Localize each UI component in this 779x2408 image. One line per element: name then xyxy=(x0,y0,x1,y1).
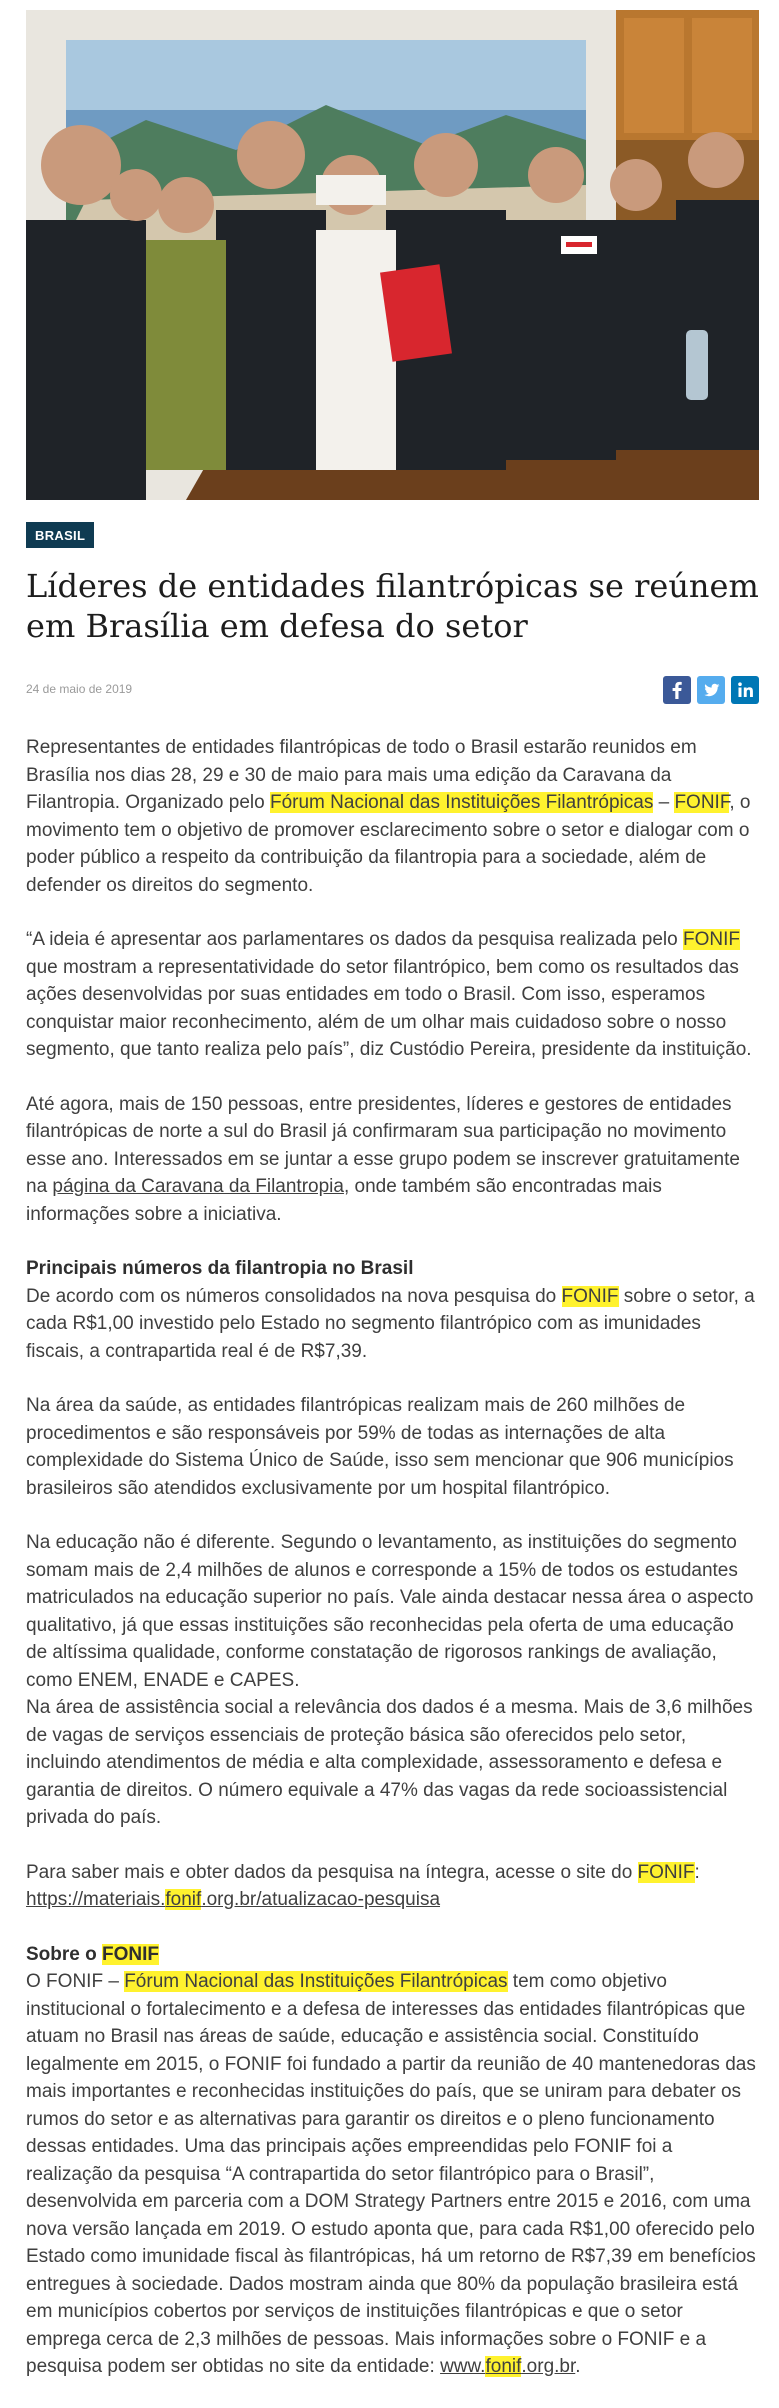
section-heading-about xyxy=(26,1941,759,1969)
highlighted-text: FONIF xyxy=(102,1943,160,1965)
paragraph-more-info xyxy=(26,1859,759,1914)
article-body xyxy=(26,734,759,2381)
text-span: que mostram a representatividade do setor filantrópico, bem como os resultados das ações desenvolvidas por suas entidades em todo o Brasil. Com isso, esperamos conquistar maior reconhecimento, além de um olhar mais cuidadoso sobre o nosso segmento, que tanto realiza pelo país”, diz Custódio Pereira, presidente da instituição. xyxy=(26,956,752,1060)
link-text: .org.br/atualizacao-pesquisa xyxy=(201,1889,441,1910)
highlighted-text: Fórum Nacional das Instituições Filantrópicas xyxy=(124,1971,508,1992)
research-link[interactable] xyxy=(26,1889,440,1910)
paragraph-participation xyxy=(26,1091,759,1229)
text-span: Representantes de entidades filantrópicas de todo o Brasil estarão reunidos em Brasília nos dias 28, 29 e 30 de maio para mais uma edição da Caravana da Filantropia. Organizado pelo xyxy=(26,737,697,813)
paragraph-quote xyxy=(26,926,759,1064)
paragraph-intro xyxy=(26,734,759,899)
text-span: Sobre o xyxy=(26,1943,103,1965)
caravana-page-link[interactable]: página da Caravana da Filantropia xyxy=(52,1176,344,1197)
highlighted-text: Fórum Nacional das Instituições Filantrópicas xyxy=(269,792,654,813)
article-photo-illustration xyxy=(26,10,759,500)
text-span: , o movimento tem o objetivo de promover esclarecimento sobre o setor e dialogar com o poder público a respeito da contribuição da filantropia para a sociedade, além de defender os direitos do segmento. xyxy=(26,792,751,896)
link-text: www. xyxy=(440,2356,486,2377)
highlighted-text: fonif xyxy=(485,2356,522,2377)
share-buttons xyxy=(663,676,759,704)
text-span: . xyxy=(575,2356,581,2377)
paragraph-health: Na área da saúde, as entidades filantrópicas realizam mais de 260 milhões de procedimentos e são responsáveis por 59% de todas as internações de alta complexidade do Sistema Único de Saúde, isso sem mencionar que 906 municípios brasileiros são atendidos exclusivamente por um hospital filantrópico. xyxy=(26,1395,734,1499)
text-span: , onde também são encontradas mais informações sobre a iniciativa. xyxy=(26,1176,662,1225)
text-span: “A ideia é apresentar aos parlamentares os dados da pesquisa realizada pelo xyxy=(26,929,683,950)
facebook-share-button[interactable] xyxy=(663,676,691,704)
section-heading-numbers: Principais números da filantropia no Brasil xyxy=(26,1258,414,1279)
paragraph-numbers xyxy=(26,1283,759,1366)
text-span: tem como objetivo institucional o fortalecimento e a defesa de interesses das entidades filantrópicas que atuam no Brasil nas áreas de saúde, educação e assistência social. Constituído legalmente em 2015, o FONIF foi fundado a partir da reunião de 40 mantenedoras das mais importantes e reconhecidas instituições do país, que se uniram para debater os rumos do setor e as alternativas para garantir os direitos e o pleno funcionamento dessas entidades. Uma das principais ações empreendidas pelo FONIF foi a realização da pesquisa “A contrapartida do setor filantrópico para o Brasil”, desenvolvida em parceria com a DOM Strategy Partners entre 2015 e 2016, com uma nova versão lançada em 2019. O estudo aponta que, para cada R$1,00 oferecido pelo Estado como imunidade fiscal às filantrópicas, há um retorno de R$7,39 em benefícios entregues à sociedade. Dados mostram ainda que 80% da população brasileira está em municípios cobertos por serviços de instituições filantrópicas e que o setor emprega cerca de 2,3 milhões de pessoas. Mais informações sobre o FONIF e a pesquisa podem ser obtidas no site da entidade: xyxy=(26,1971,756,2377)
text-span: Até agora, mais de 150 pessoas, entre presidentes, líderes e gestores de entidades filantrópicas de norte a sul do Brasil já confirmaram sua participação no movimento esse ano. Interessados em se juntar a esse grupo podem se inscrever gratuitamente na xyxy=(26,1093,740,1197)
article xyxy=(26,10,759,2408)
linkedin-share-button[interactable] xyxy=(731,676,759,704)
facebook-icon xyxy=(663,676,691,704)
highlighted-text: FONIF xyxy=(674,792,730,813)
link-text: https://materiais. xyxy=(26,1889,166,1910)
article-meta xyxy=(26,676,759,710)
article-title: Líderes de entidades filantrópicas se reúnem em Brasília em defesa do setor xyxy=(26,567,759,645)
highlighted-text: FONIF xyxy=(561,1285,619,1307)
twitter-share-button[interactable] xyxy=(697,676,725,704)
paragraph-social-assistance: Na área de assistência social a relevância dos dados é a mesma. Mais de 3,6 milhões de vagas de serviços essenciais de proteção básica são oferecidos pelo setor, incluindo atendimentos de média e alta complexidade, assessoramento e defesa e garantia de direitos. O número equivale a 47% das vagas da rede socioassistencial privada do país. xyxy=(26,1697,753,1828)
article-date: 24 de maio de 2019 xyxy=(26,682,133,696)
text-span: De acordo com os números consolidados na nova pesquisa do xyxy=(26,1285,562,1307)
paragraph-education: Na educação não é diferente. Segundo o levantamento, as instituições do segmento somam mais de 2,4 milhões de alunos e corresponde a 15% de todos os estudantes matriculados na educação superior no país. Vale ainda destacar nessa área o aspecto qualitativo, já que essas instituições são reconhecidas pela oferta de uma educação de altíssima qualidade, conforme constatação de rigorosos rankings de avaliação, como ENEM, ENADE e CAPES. xyxy=(26,1532,754,1691)
text-span: sobre o setor, a cada R$1,00 investido pelo Estado no segmento filantrópico com as imunidades fiscais, a contrapartida real é de R$7,39. xyxy=(26,1285,755,1362)
linkedin-icon xyxy=(731,676,759,704)
twitter-icon xyxy=(697,676,725,704)
highlighted-text: FONIF xyxy=(637,1861,695,1883)
highlighted-text: fonif xyxy=(165,1889,202,1910)
text-span: : xyxy=(694,1861,700,1883)
article-photo xyxy=(26,10,759,500)
text-span: – xyxy=(653,792,675,813)
fonif-site-link[interactable] xyxy=(440,2356,575,2377)
category-tag[interactable]: BRASIL xyxy=(26,522,94,548)
text-span: O FONIF – xyxy=(26,1971,125,1992)
paragraph-about xyxy=(26,1968,759,2381)
text-span: Para saber mais e obter dados da pesquisa na íntegra, acesse o site do xyxy=(26,1861,638,1883)
highlighted-text: FONIF xyxy=(682,929,740,950)
link-text: .org.br xyxy=(521,2356,576,2377)
